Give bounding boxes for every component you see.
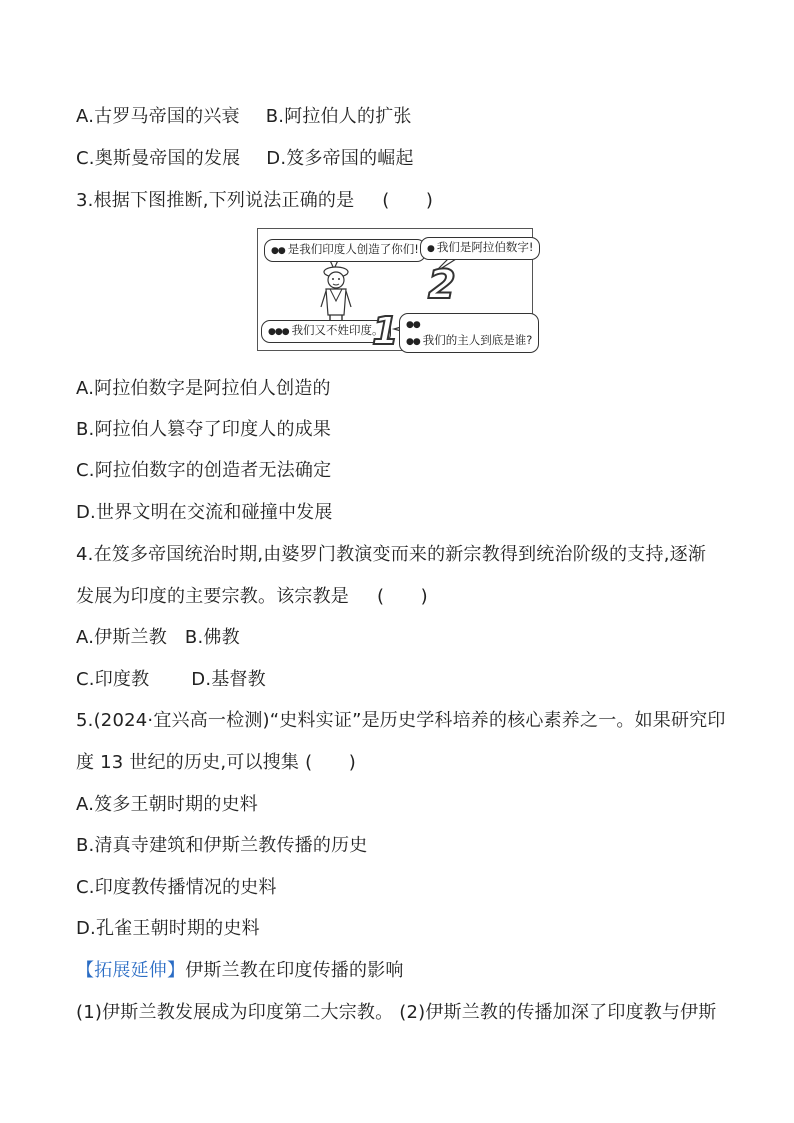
q2-options-row-2 [76,147,414,171]
extension-text: (1)伊斯兰教发展成为印度第二大宗教。 (2)伊斯兰教的传播加深了印度教与伊斯 [76,1002,717,1023]
q4-option-c: C.印度教 [76,669,150,690]
numeral-one: 1 [372,309,399,353]
bubble-1-text: 是我们印度人创造了你们! [287,242,419,256]
q4-stem-line-2-text: 发展为印度的主要宗教。该宗教是 [76,586,349,607]
one-dot-icon: ● [427,244,434,254]
q5-stem-line-2 [76,751,356,775]
q5-option-b: B.清真寺建筑和伊斯兰教传播的历史 [76,835,368,856]
q4-options-row-1 [76,626,240,650]
q5-option-c: C.印度教传播情况的史料 [76,877,277,898]
q4-option-b: B.佛教 [184,627,240,648]
q3-answer-paren: ( ) [382,190,434,211]
bubble-3-text: 我们又不姓印度。 [291,323,384,337]
speech-bubble-2 [420,237,540,260]
three-dots-icon: ●●● [268,327,289,337]
q2-option-b: B.阿拉伯人的扩张 [265,106,412,127]
q5-option-a: A.笈多王朝时期的史料 [76,794,258,815]
q4-stem-line-1: 4.在笈多帝国统治时期,由婆罗门教演变而来的新宗教得到统治阶级的支持,逐渐 [76,544,707,565]
q4-options-row-2 [76,668,266,692]
numeral-two: 2 [428,262,456,308]
bubble-2-text: 我们是阿拉伯数字! [436,240,534,254]
extension-title: 伊斯兰教在印度传播的影响 [185,960,404,981]
extension-tag: 【拓展延伸】 [76,960,186,981]
q5-stem-line-1: 5.(2024·宜兴高一检测)“史料实证”是历史学科培养的核心素养之一。如果研究印 [76,710,726,731]
two-dots-icon: ●● [271,246,285,256]
q2-option-a: A.古罗马帝国的兴衰 [76,106,240,127]
q2-option-d: D.笈多帝国的崛起 [266,148,414,169]
q5-answer-paren: ( ) [305,752,356,773]
q3-option-b: B.阿拉伯人篡夺了印度人的成果 [76,419,332,440]
q3-stem-text: 3.根据下图推断,下列说法正确的是 [76,190,355,211]
bubble-4-text: 我们的主人到底是谁? [422,333,533,347]
extension-heading [76,959,404,983]
q3-option-c: C.阿拉伯数字的创造者无法确定 [76,460,332,481]
q5-option-d: D.孔雀王朝时期的史料 [76,918,260,939]
q2-option-c: C.奥斯曼帝国的发展 [76,148,241,169]
q5-stem-line-2-text: 度 13 世纪的历史,可以搜集 [76,752,300,773]
q3-cartoon-figure [257,228,533,351]
q4-option-d: D.基督教 [191,669,266,690]
q3-stem [76,189,433,213]
q4-option-a: A.伊斯兰教 [76,627,167,648]
speech-bubble-4 [399,313,539,353]
q4-stem-line-2 [76,585,428,609]
speech-bubble-1 [264,239,426,262]
q3-option-d: D.世界文明在交流和碰撞中发展 [76,502,333,523]
q3-option-a: A.阿拉伯数字是阿拉伯人创造的 [76,378,331,399]
q4-answer-paren: ( ) [377,586,428,607]
q2-options-row-1 [76,105,412,129]
four-dots-icon: ●● ●● [406,320,420,347]
